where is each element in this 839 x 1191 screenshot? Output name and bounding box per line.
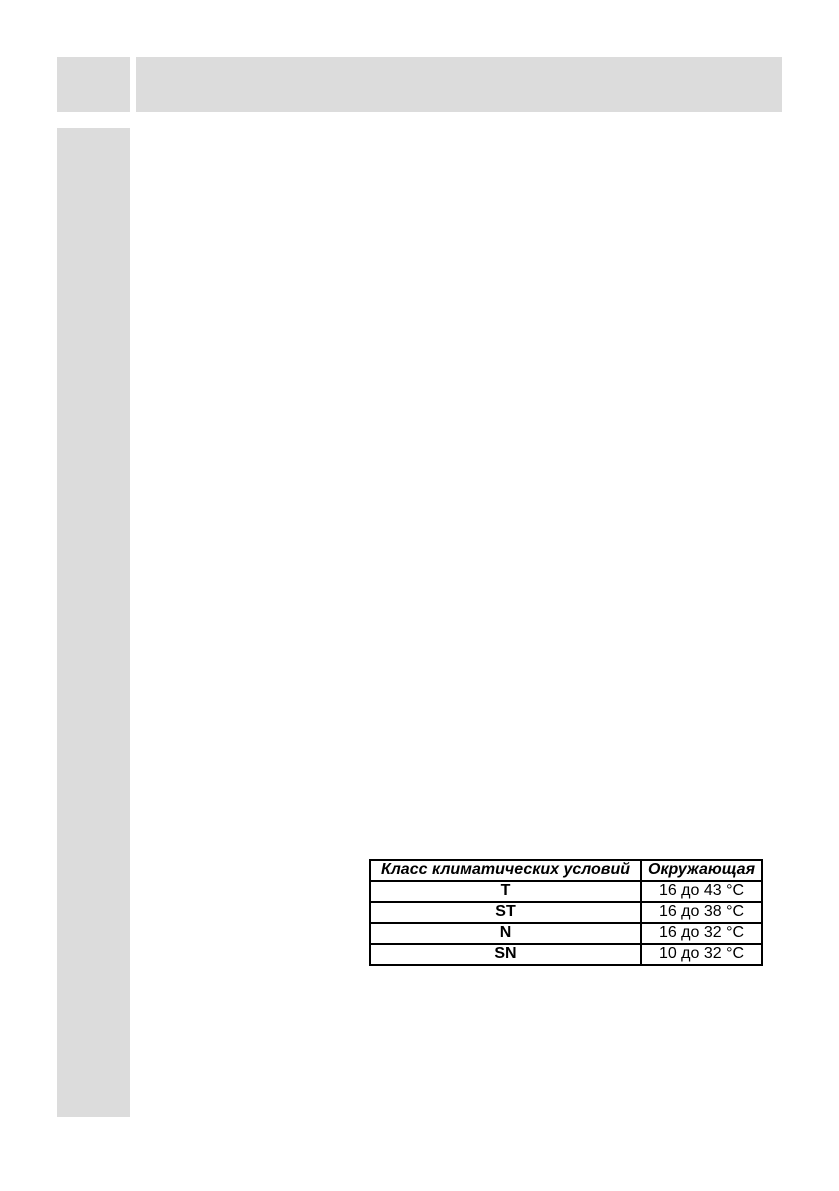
header-banner-placeholder: [136, 57, 782, 112]
climate-class-table: [369, 859, 763, 966]
table-header-row: [370, 860, 762, 881]
header-icon-placeholder: [57, 57, 130, 112]
climate-class-cell: ST: [370, 902, 641, 923]
climate-class-cell: T: [370, 881, 641, 902]
temperature-range-cell: 10 до 32 °C: [641, 944, 762, 965]
table-row: [370, 902, 762, 923]
temperature-range-cell: 16 до 32 °C: [641, 923, 762, 944]
temperature-range-cell: 16 до 43 °C: [641, 881, 762, 902]
climate-class-cell: SN: [370, 944, 641, 965]
temperature-range-cell: 16 до 38 °C: [641, 902, 762, 923]
table-row: [370, 881, 762, 902]
left-margin-placeholder: [57, 128, 130, 1117]
table-row: [370, 923, 762, 944]
header-climate-class: Класс климатических условий: [370, 860, 641, 881]
table-row: [370, 944, 762, 965]
climate-class-cell: N: [370, 923, 641, 944]
header-ambient-temperature: Окружающая: [641, 860, 762, 881]
